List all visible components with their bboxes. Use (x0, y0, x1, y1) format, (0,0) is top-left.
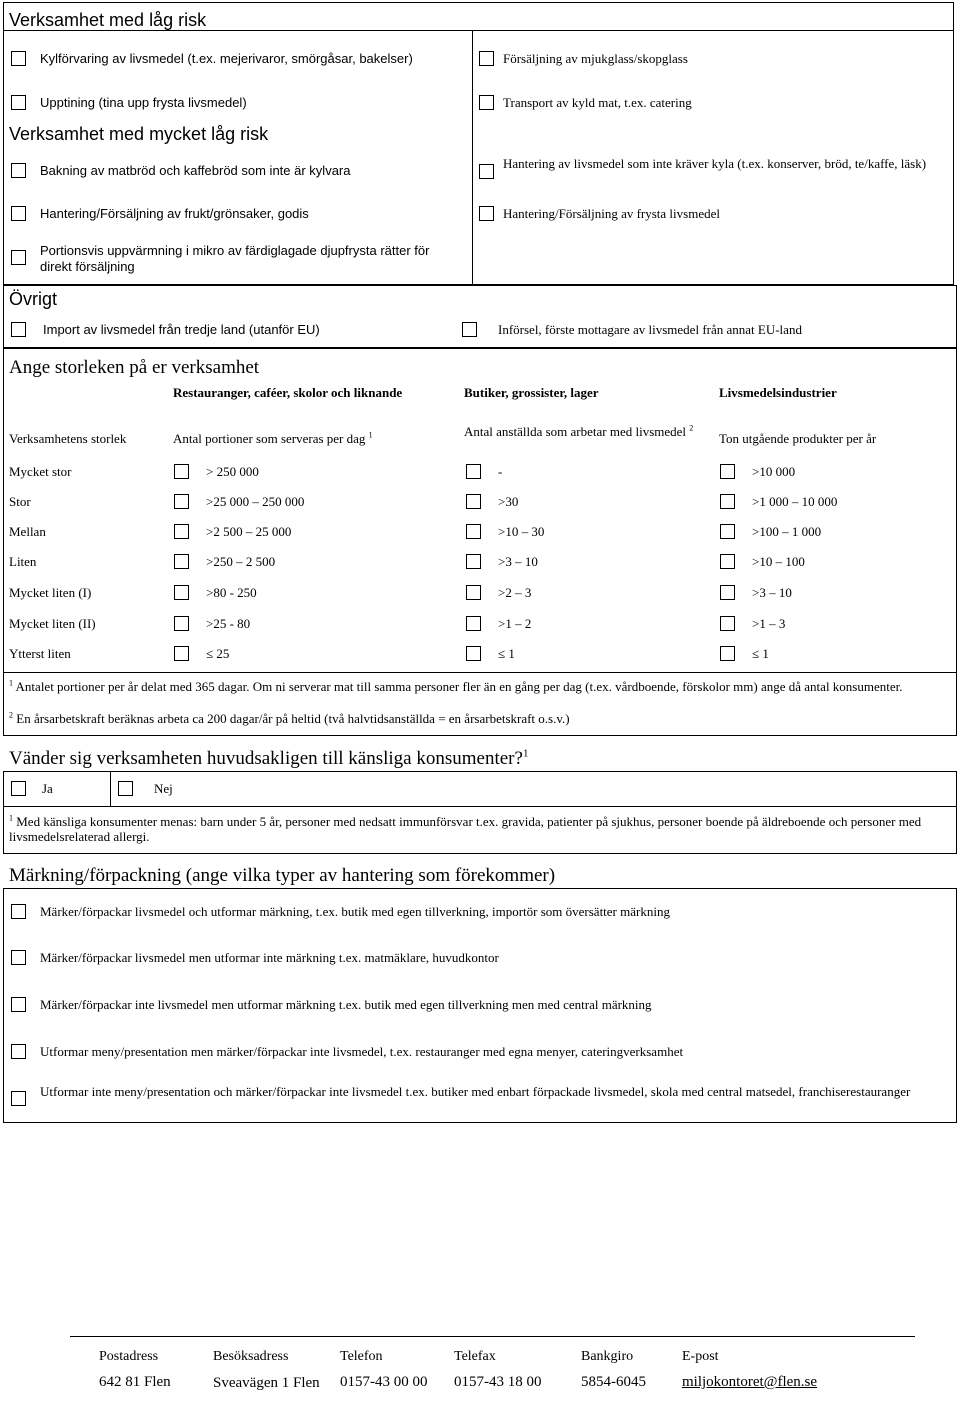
label-mjukglass: Försäljning av mjukglass/skopglass (503, 51, 688, 66)
label-ja: Ja (42, 781, 53, 796)
sensitive-options-divider (110, 771, 111, 807)
label-frukt: Hantering/Försäljning av frukt/grönsaker, godis (40, 206, 309, 221)
checkbox-labeling-1[interactable] (11, 904, 26, 919)
checkbox-transport[interactable] (479, 95, 494, 110)
col-header-butiker: Butiker, grossister, lager (464, 385, 599, 400)
footer-value-postadress: 642 81 Flen (99, 1374, 171, 1390)
checkbox-ind-liten[interactable] (720, 554, 735, 569)
sensitive-footnote (9, 814, 944, 844)
footnote-2-text: En årsarbetskraft beräknas arbeta ca 200 dagar/år på heltid (två halvtidsanställda = en årsarbetskraft o.s.v.) (16, 711, 570, 726)
checkbox-butik-liten[interactable] (466, 554, 481, 569)
footer-label-telefon: Telefon (340, 1349, 383, 1364)
checkbox-ind-mellan[interactable] (720, 524, 735, 539)
checkbox-rest-mellan[interactable] (174, 524, 189, 539)
checkbox-labeling-5[interactable] (11, 1091, 26, 1106)
checkbox-rest-liten[interactable] (174, 554, 189, 569)
labeling-heading: Märkning/förpackning (ange vilka typer av hantering som förekommer) (9, 865, 556, 886)
value-butik: >2 – 3 (498, 585, 532, 600)
value-butik: >3 – 10 (498, 554, 538, 569)
value-ind: >10 – 100 (752, 554, 805, 569)
sensitive-heading-text: Vänder sig verksamheten huvudsakligen till känsliga konsumenter? (9, 748, 523, 769)
sensitive-heading (9, 748, 528, 770)
row-label: Stor (9, 494, 31, 509)
label-uppvarmning: Portionsvis uppvärmning i mikro av färdiglagade djupfrysta rätter för direkt försäljning (40, 243, 430, 274)
value-ind: >3 – 10 (752, 585, 792, 600)
checkbox-frukt[interactable] (11, 206, 26, 221)
checkbox-ind-stor[interactable] (720, 494, 735, 509)
sub-header-portioner (173, 431, 373, 447)
label-frysta: Hantering/Försäljning av frysta livsmedel (503, 206, 720, 221)
checkbox-uppvarmning[interactable] (11, 250, 26, 265)
label-labeling-5: Utformar inte meny/presentation och märker/förpackar inte livsmedel t.ex. butiker med enbart förpackade livsmedel, skola med central matsedel, franchiserestauranger (40, 1084, 911, 1099)
value-ind: ≤ 1 (752, 646, 769, 661)
checkbox-ja[interactable] (11, 781, 26, 796)
sensitive-heading-sup: 1 (522, 747, 529, 760)
sub-header-anstallda-text: Antal anställda som arbetar med livsmedel (464, 424, 687, 439)
value-butik: - (498, 464, 503, 479)
size-heading: Ange storleken på er verksamhet (9, 357, 260, 378)
sensitive-footnote-num: 1 (9, 813, 13, 823)
footnote-1-text: Antalet portioner per år delat med 365 dagar. Om ni serverar mat till samma personer fler än en gång per dag (t.ex. vårdboende, förskolor mm) ange då antal konsumenter. (15, 679, 903, 694)
label-import: Import av livsmedel från tredje land (utanför EU) (43, 322, 320, 337)
value-butik: >10 – 30 (498, 524, 545, 539)
label-labeling-1: Märker/förpackar livsmedel och utformar märkning, t.ex. butik med egen tillverkning, importör som översätter märkning (40, 904, 670, 919)
checkbox-labeling-3[interactable] (11, 997, 26, 1012)
checkbox-butik-stor[interactable] (466, 494, 481, 509)
sub-header-portioner-text: Antal portioner som serveras per dag (173, 431, 366, 446)
size-footnote-2 (9, 711, 944, 726)
footnote-2-num: 2 (9, 710, 13, 720)
checkbox-butik-ytterst-liten[interactable] (466, 646, 481, 661)
checkbox-rest-mycket-liten-2[interactable] (174, 616, 189, 631)
label-transport: Transport av kyld mat, t.ex. catering (503, 95, 692, 110)
checkbox-ind-ytterst-liten[interactable] (720, 646, 735, 661)
col-header-industrier: Livsmedelsindustrier (719, 385, 837, 400)
row-label: Mellan (9, 524, 46, 539)
value-rest: >80 - 250 (206, 585, 257, 600)
checkbox-frysta[interactable] (479, 206, 494, 221)
label-kylforvaring: Kylförvaring av livsmedel (t.ex. mejerivaror, smörgåsar, bakelser) (40, 51, 413, 66)
row-label: Mycket liten (I) (9, 585, 92, 600)
checkbox-import[interactable] (11, 322, 26, 337)
checkbox-butik-mellan[interactable] (466, 524, 481, 539)
checkbox-rest-ytterst-liten[interactable] (174, 646, 189, 661)
label-labeling-2: Märker/förpackar livsmedel men utformar inte märkning t.ex. matmäklare, huvudkontor (40, 950, 499, 965)
checkbox-rest-mycket-stor[interactable] (174, 464, 189, 479)
row-label: Ytterst liten (9, 646, 71, 661)
checkbox-ind-mycket-stor[interactable] (720, 464, 735, 479)
row-label: Mycket liten (II) (9, 616, 96, 631)
other-section-box (3, 285, 957, 348)
label-inforsel: Införsel, förste mottagare av livsmedel från annat EU-land (498, 322, 802, 337)
checkbox-kylforvaring[interactable] (11, 51, 26, 66)
checkbox-ej-kyla[interactable] (479, 164, 494, 179)
size-section-box (3, 348, 957, 736)
value-butik: >30 (498, 494, 519, 509)
checkbox-ind-mycket-liten-2[interactable] (720, 616, 735, 631)
sub-header-ton: Ton utgående produkter per år (719, 431, 877, 446)
sensitive-footnote-text: Med känsliga konsumenter menas: barn under 5 år, personer med nedsatt immunförsvar t.ex. gravida, patienter på sjukhus, personer boende på äldreboende och personer med livsmedelsrelaterad allergi. (9, 814, 922, 844)
footer-value-bankgiro: 5854-6045 (581, 1374, 646, 1390)
label-nej: Nej (154, 781, 173, 796)
col-header-restauranger: Restauranger, caféer, skolor och liknande (173, 385, 403, 400)
other-heading: Övrigt (9, 289, 58, 309)
footer-label-telefax: Telefax (454, 1349, 496, 1364)
checkbox-bakning[interactable] (11, 163, 26, 178)
value-rest: ≤ 25 (206, 646, 230, 661)
value-butik: ≤ 1 (498, 646, 515, 661)
sub-header-anstallda (464, 424, 694, 440)
checkbox-nej[interactable] (118, 781, 133, 796)
checkbox-labeling-4[interactable] (11, 1044, 26, 1059)
value-rest: > 250 000 (206, 464, 259, 479)
checkbox-butik-mycket-stor[interactable] (466, 464, 481, 479)
footer-label-postadress: Postadress (99, 1349, 159, 1364)
sub-header-anstallda-sup: 2 (689, 423, 694, 433)
footer-label-epost: E-post (682, 1349, 719, 1364)
checkbox-ind-mycket-liten-1[interactable] (720, 585, 735, 600)
value-ind: >100 – 1 000 (752, 524, 822, 539)
risk-section-divider (472, 30, 473, 285)
footer-value-telefax: 0157-43 18 00 (454, 1374, 542, 1390)
footer-divider (70, 1336, 915, 1337)
footnote-1-num: 1 (9, 678, 13, 688)
row-label: Liten (9, 554, 37, 569)
footer-email-link[interactable]: miljokontoret@flen.se (682, 1374, 818, 1390)
sub-header-portioner-sup: 1 (368, 430, 373, 440)
footer-label-besoksadress: Besöksadress (213, 1349, 289, 1364)
label-labeling-3: Märker/förpackar inte livsmedel men utformar märkning t.ex. butik med egen tillverkning men med central märkning (40, 997, 652, 1012)
label-labeling-4: Utformar meny/presentation men märker/förpackar inte livsmedel, t.ex. restauranger med egna menyer, cateringverksamhet (40, 1044, 684, 1059)
value-rest: >25 - 80 (206, 616, 251, 631)
value-ind: >1 000 – 10 000 (752, 494, 838, 509)
very-low-risk-heading: Verksamhet med mycket låg risk (9, 124, 269, 144)
label-bakning: Bakning av matbröd och kaffebröd som inte är kylvara (40, 163, 351, 178)
low-risk-heading: Verksamhet med låg risk (9, 10, 207, 30)
footer-value-besoksadress: Sveavägen 1 Flen (213, 1375, 320, 1391)
value-rest: >2 500 – 25 000 (206, 524, 292, 539)
label-ej-kyla: Hantering av livsmedel som inte kräver kyla (t.ex. konserver, bröd, te/kaffe, läsk) (503, 156, 927, 171)
row-label: Mycket stor (9, 464, 72, 479)
row-label-header: Verksamhetens storlek (9, 431, 127, 446)
checkbox-mjukglass[interactable] (479, 51, 494, 66)
checkbox-inforsel[interactable] (462, 322, 477, 337)
label-upptining: Upptining (tina upp frysta livsmedel) (40, 95, 247, 110)
checkbox-butik-mycket-liten-1[interactable] (466, 585, 481, 600)
checkbox-rest-stor[interactable] (174, 494, 189, 509)
value-butik: >1 – 2 (498, 616, 532, 631)
checkbox-labeling-2[interactable] (11, 950, 26, 965)
checkbox-upptining[interactable] (11, 95, 26, 110)
footer-label-bankgiro: Bankgiro (581, 1349, 634, 1364)
size-footnote-divider (3, 672, 957, 673)
checkbox-rest-mycket-liten-1[interactable] (174, 585, 189, 600)
footer-value-telefon: 0157-43 00 00 (340, 1374, 428, 1390)
value-rest: >25 000 – 250 000 (206, 494, 305, 509)
checkbox-butik-mycket-liten-2[interactable] (466, 616, 481, 631)
size-footnote-1 (9, 679, 944, 694)
sensitive-options-box (3, 771, 957, 807)
value-ind: >1 – 3 (752, 616, 786, 631)
value-ind: >10 000 (752, 464, 796, 479)
value-rest: >250 – 2 500 (206, 554, 276, 569)
